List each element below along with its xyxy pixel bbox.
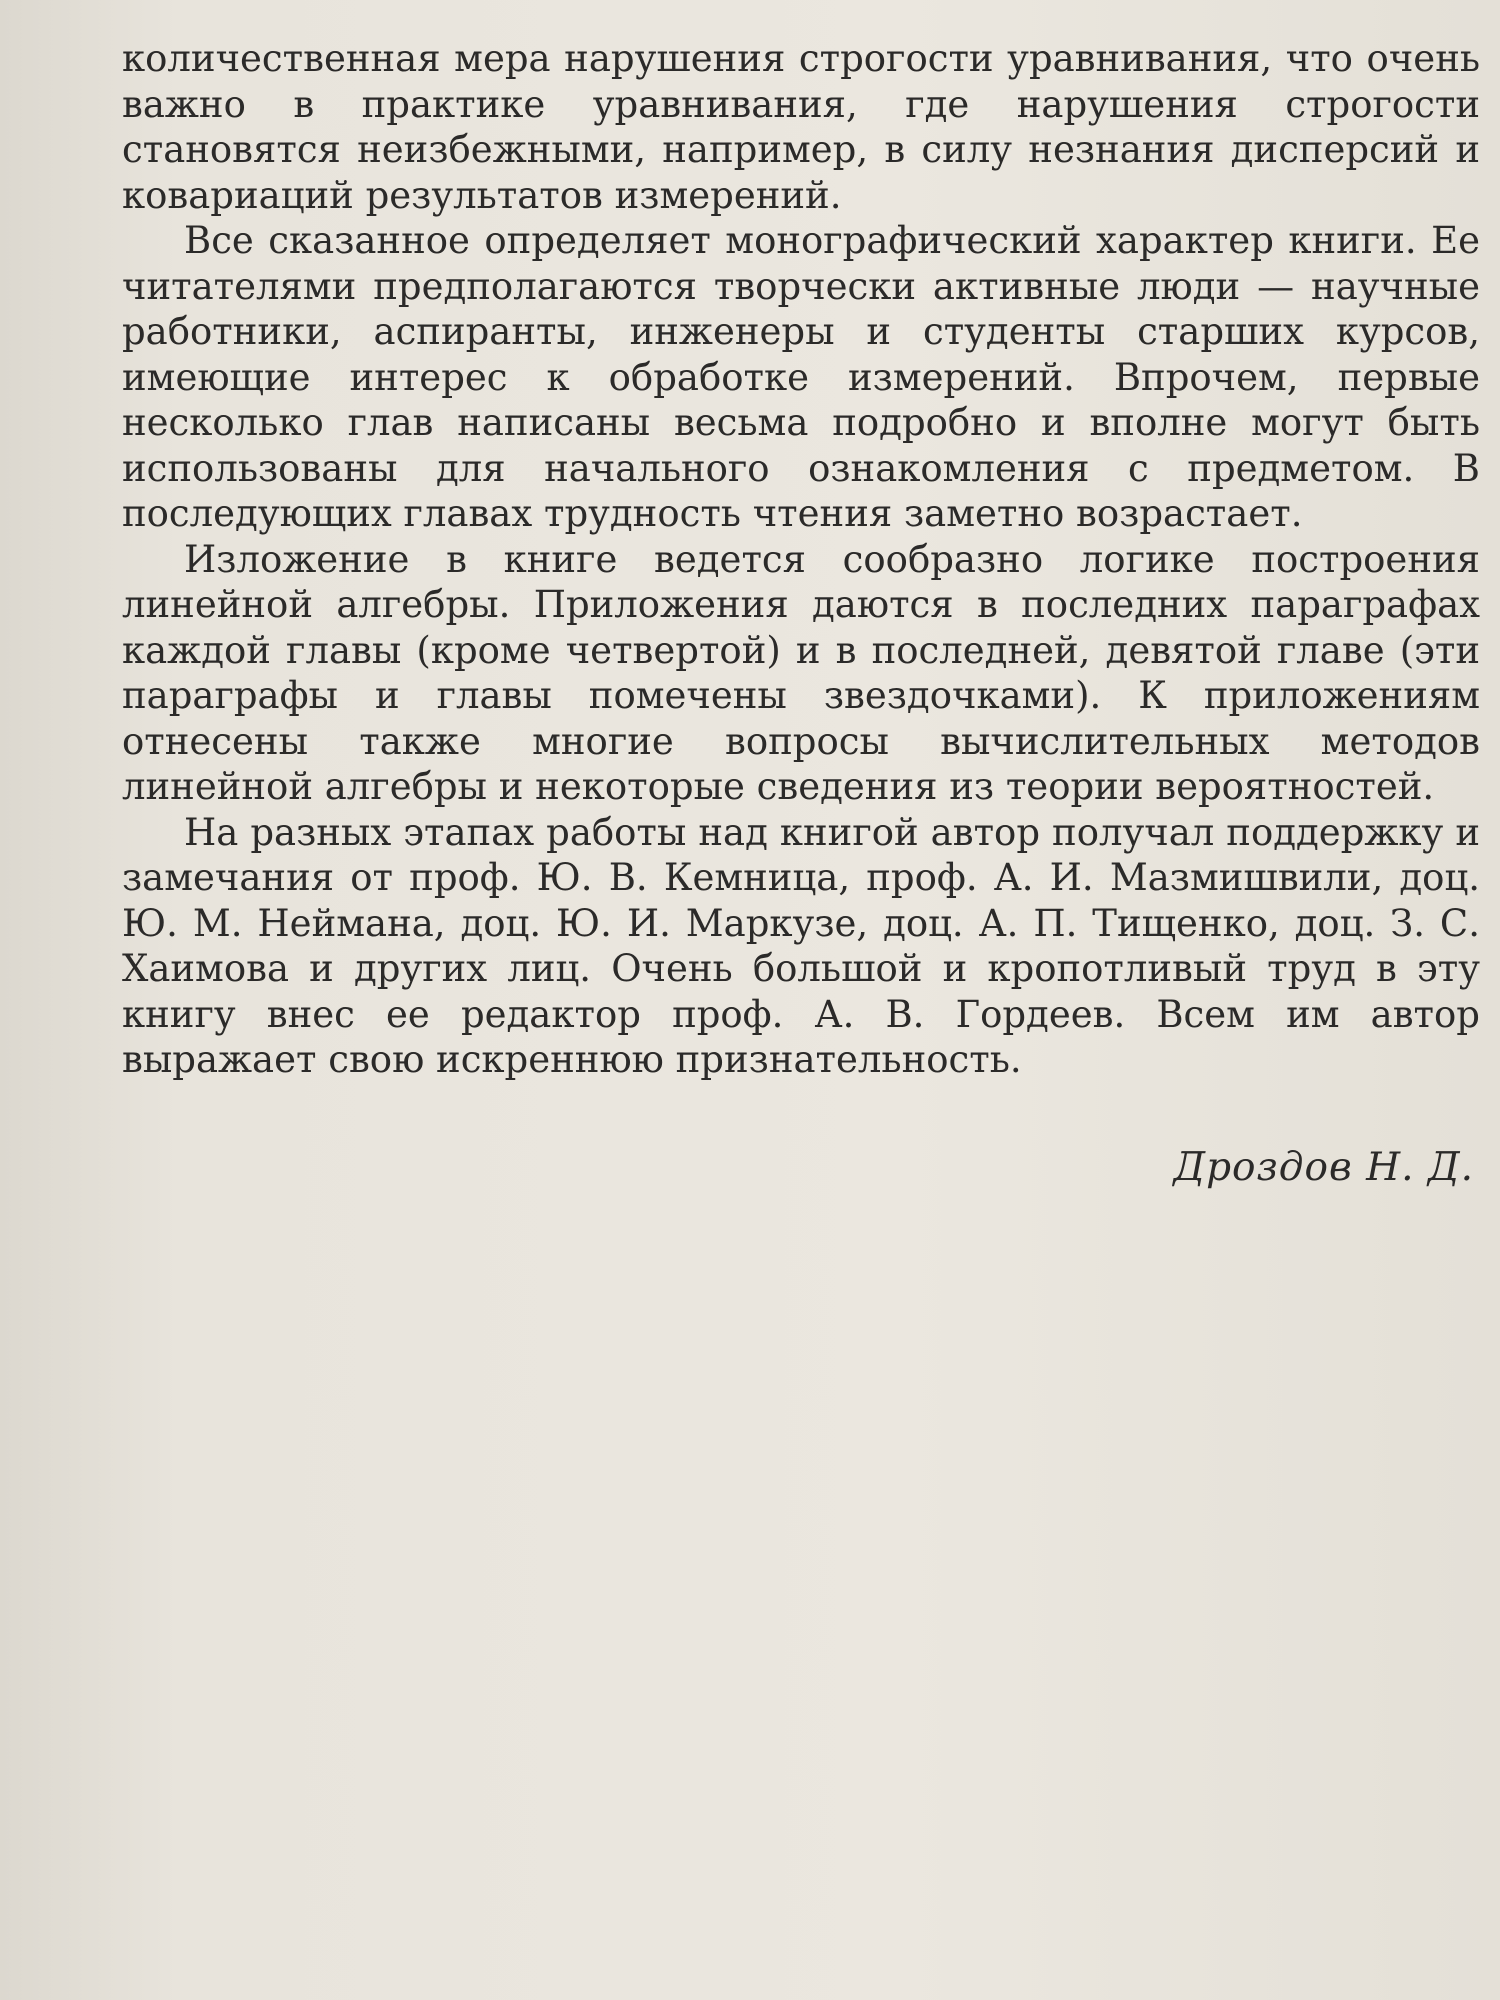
paragraph-1: количественная мера нарушения строгости уравнивания, что очень важно в практике уравнивания, где нарушения строгости становятся неизбежными, например, в силу незнания дисперсий и ковариаций результатов измерений. [122, 37, 1480, 217]
paragraph-2: Все сказанное определяет монографический характер книги. Ее читателями предполагаются творчески активные люди — научные работники, аспиранты, инженеры и студенты старших курсов, имеющие интерес к обработке измерений. Впрочем, первые несколько глав написаны весьма подробно и вполне могут быть использованы для начального ознакомления с предметом. В последующих главах трудность чтения заметно возрастает. [122, 219, 1480, 535]
paragraph-3: Изложение в книге ведется сообразно логике построения линейной алгебры. Приложения даются в последних параграфах каждой главы (кроме четвертой) и в последней, девятой главе (эти параграфы и главы помечены звездочками). К приложениям отнесены также многие вопросы вычислительных методов линейной алгебры и некоторые сведения из теории вероятностей. [122, 537, 1480, 808]
author-signature: Дроздов Н. Д. [1173, 1145, 1474, 1190]
body-text [122, 36, 1480, 1083]
paragraph-4: На разных этапах работы над книгой автор получал поддержку и замечания от проф. Ю. В. Кемница, проф. А. И. Мазмишвили, доц. Ю. М. Неймана, доц. Ю. И. Маркузе, доц. А. П. Тищенко, доц. З. С. Хаимова и других лиц. Очень большой и кропотливый труд в эту книгу внес ее редактор проф. А. В. Гордеев. Всем им автор выражает свою искреннюю признательность. [122, 810, 1480, 1081]
